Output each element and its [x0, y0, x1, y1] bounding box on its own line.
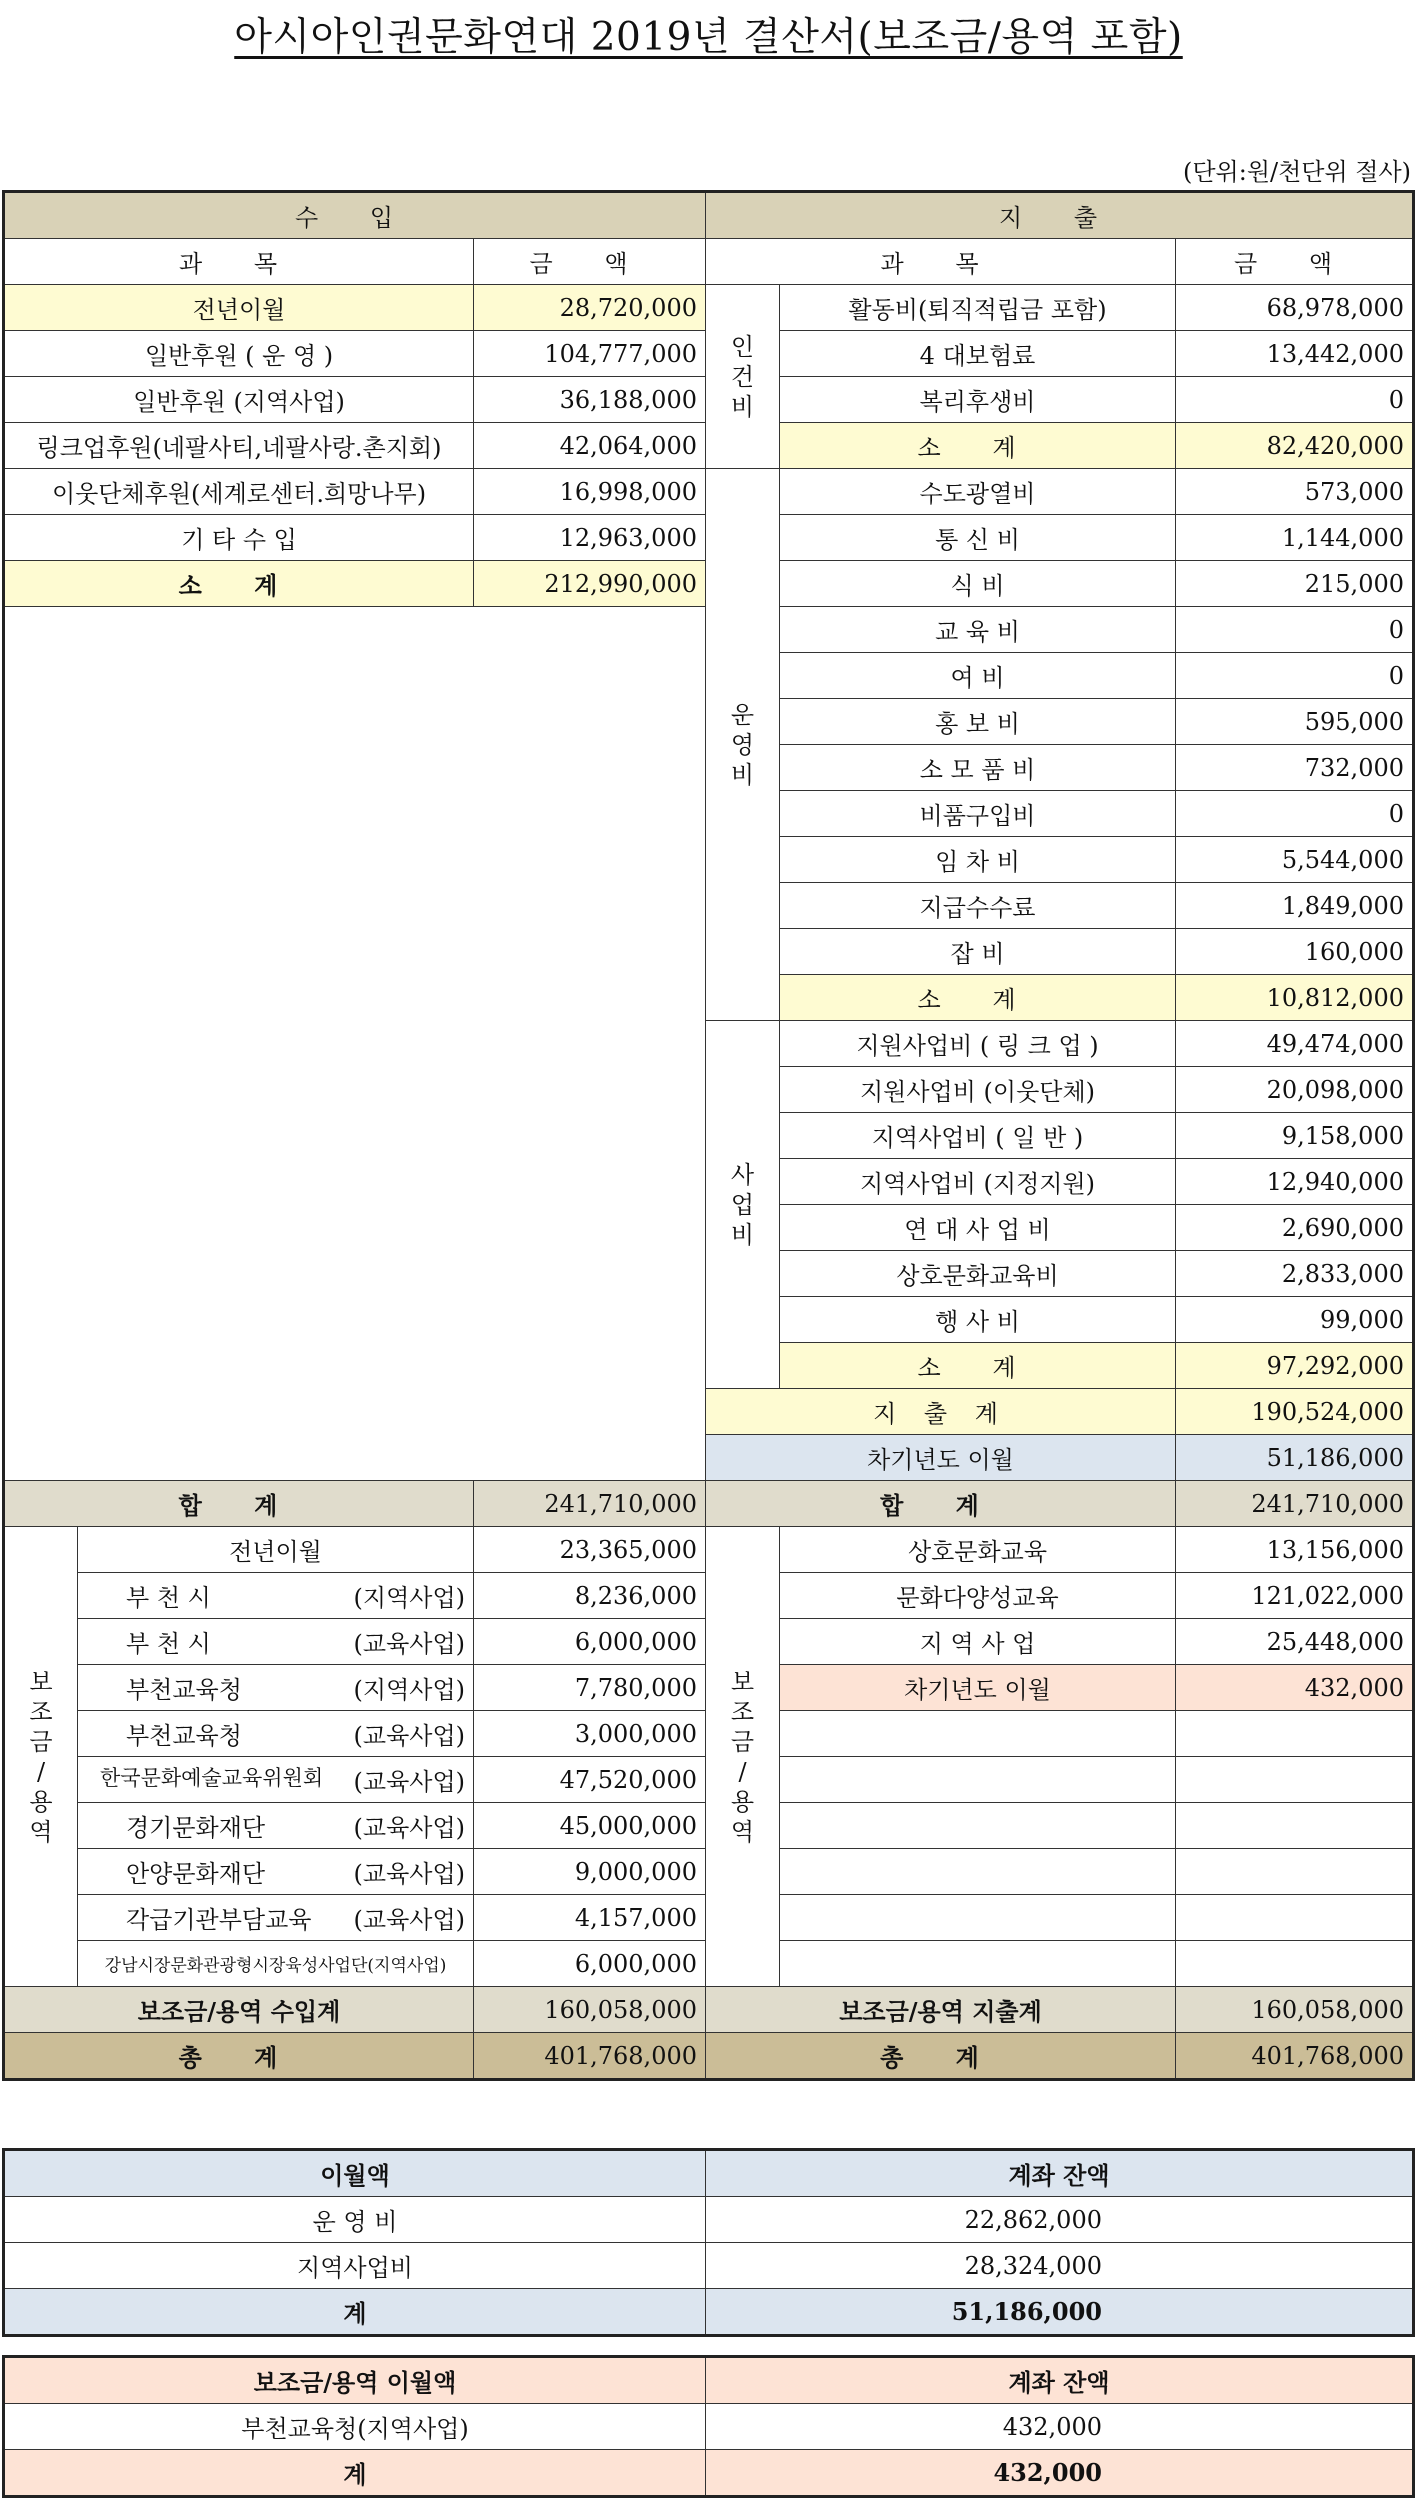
expense-amount: 9,158,000	[1176, 1113, 1414, 1159]
grant-income-group	[4, 1527, 78, 1987]
grant-expense-empty	[1176, 1941, 1414, 1987]
expense-label: 통 신 비	[780, 515, 1176, 561]
income-sum-amount: 241,710,000	[474, 1481, 706, 1527]
grant-income-amount: 23,365,000	[474, 1527, 706, 1573]
expense-label: 지원사업비 ( 링 크 업 )	[780, 1021, 1176, 1067]
expense-label: 연 대 사 업 비	[780, 1205, 1176, 1251]
expense-amount: 215,000	[1176, 561, 1414, 607]
grant-expense-group	[706, 1527, 780, 1987]
grant-income-amount: 6,000,000	[474, 1941, 706, 1987]
grant-income-name	[78, 1803, 474, 1849]
expense-label: 여 비	[780, 653, 1176, 699]
carry-row-amount: 28,324,000	[706, 2243, 1414, 2289]
grant-income-name: 전년이월	[78, 1527, 474, 1573]
expense-header: 지 출	[706, 192, 1414, 239]
expense-label: 임 차 비	[780, 837, 1176, 883]
grant-expense-label: 지 역 사 업	[780, 1619, 1176, 1665]
carry-total-amount: 432,000	[706, 2450, 1414, 2497]
expense-label: 지원사업비 (이웃단체)	[780, 1067, 1176, 1113]
expense-label: 소 계	[780, 975, 1176, 1021]
expense-group-business	[706, 1021, 780, 1389]
expense-item-header: 과 목	[706, 239, 1176, 285]
grant-income-total-label: 보조금/용역 수입계	[4, 1987, 474, 2033]
grant-expense-empty	[780, 1803, 1176, 1849]
expense-carry-amount: 51,186,000	[1176, 1435, 1414, 1481]
grant-expense-amount: 13,156,000	[1176, 1527, 1414, 1573]
income-amount: 12,963,000	[474, 515, 706, 561]
income-header: 수 입	[4, 192, 706, 239]
carry-row-label: 지역사업비	[4, 2243, 706, 2289]
grant-income-amount: 6,000,000	[474, 1619, 706, 1665]
expense-amount: 82,420,000	[1176, 423, 1414, 469]
carry-header-label: 보조금/용역 이월액	[4, 2357, 706, 2404]
expense-group-operating	[706, 469, 780, 1021]
expense-amount: 5,544,000	[1176, 837, 1414, 883]
grant-expense-empty	[780, 1895, 1176, 1941]
vertical-label: 보 조 금 / 용 역	[730, 1667, 755, 1846]
expense-label: 교 육 비	[780, 607, 1176, 653]
expense-amount: 2,690,000	[1176, 1205, 1414, 1251]
grant-income-label: 부 천 시 (교육사업)	[126, 1630, 465, 1658]
grant-income-amount: 7,780,000	[474, 1665, 706, 1711]
carry-row-label: 운 영 비	[4, 2197, 706, 2243]
expense-amount: 0	[1176, 653, 1414, 699]
grant-income-label: 부천교육청 (지역사업)	[126, 1676, 465, 1704]
expense-label: 지급수수료	[780, 883, 1176, 929]
expense-amount: 10,812,000	[1176, 975, 1414, 1021]
expense-amount: 97,292,000	[1176, 1343, 1414, 1389]
expense-amount: 49,474,000	[1176, 1021, 1414, 1067]
expense-amount: 573,000	[1176, 469, 1414, 515]
grand-expense-total-amount: 401,768,000	[1176, 2033, 1414, 2080]
grant-income-amount: 4,157,000	[474, 1895, 706, 1941]
expense-label: 4 대보험료	[780, 331, 1176, 377]
grant-expense-amount: 432,000	[1176, 1665, 1414, 1711]
income-amount: 104,777,000	[474, 331, 706, 377]
expense-amount: 0	[1176, 791, 1414, 837]
grant-expense-amount: 25,448,000	[1176, 1619, 1414, 1665]
grant-expense-empty	[1176, 1757, 1414, 1803]
expense-amount: 595,000	[1176, 699, 1414, 745]
expense-label: 소 계	[780, 1343, 1176, 1389]
expense-amount: 0	[1176, 377, 1414, 423]
grant-income-amount: 3,000,000	[474, 1711, 706, 1757]
grant-expense-empty	[1176, 1803, 1414, 1849]
expense-amount: 1,849,000	[1176, 883, 1414, 929]
expense-amount: 1,144,000	[1176, 515, 1414, 561]
expense-amount: 160,000	[1176, 929, 1414, 975]
income-item-header: 과 목	[4, 239, 474, 285]
expense-amount: 13,442,000	[1176, 331, 1414, 377]
grant-expense-total-label: 보조금/용역 지출계	[706, 1987, 1176, 2033]
vertical-label: 인 건 비	[730, 332, 755, 421]
income-label: 일반후원 ( 운 영 )	[4, 331, 474, 377]
income-label: 링크업후원(네팔사티,네팔사랑.촌지회)	[4, 423, 474, 469]
grant-income-name	[78, 1849, 474, 1895]
grant-income-name	[78, 1757, 474, 1803]
grand-income-total-label: 총 계	[4, 2033, 474, 2080]
unit-note: (단위:원/천단위 절사)	[1183, 158, 1411, 186]
carry-row-amount: 22,862,000	[706, 2197, 1414, 2243]
grant-income-name	[78, 1665, 474, 1711]
expense-label: 홍 보 비	[780, 699, 1176, 745]
carry-header-balance: 계좌 잔액	[706, 2357, 1414, 2404]
grant-income-amount: 47,520,000	[474, 1757, 706, 1803]
expense-label: 지역사업비 ( 일 반 )	[780, 1113, 1176, 1159]
grant-expense-amount: 121,022,000	[1176, 1573, 1414, 1619]
income-amount: 36,188,000	[474, 377, 706, 423]
expense-label: 소 계	[780, 423, 1176, 469]
expense-total-label: 지 출 계	[706, 1389, 1176, 1435]
grant-expense-empty	[780, 1711, 1176, 1757]
grant-income-amount: 9,000,000	[474, 1849, 706, 1895]
grant-income-label: 한국문화예술교육위원회 (교육사업)	[100, 1766, 465, 1796]
grant-income-amount: 8,236,000	[474, 1573, 706, 1619]
grant-income-label: 각급기관부담교육 (교육사업)	[126, 1906, 465, 1934]
income-amount-header: 금 액	[474, 239, 706, 285]
income-label: 일반후원 (지역사업)	[4, 377, 474, 423]
vertical-label: 운 영 비	[730, 700, 755, 789]
expense-label: 행 사 비	[780, 1297, 1176, 1343]
expense-amount: 12,940,000	[1176, 1159, 1414, 1205]
expense-label: 복리후생비	[780, 377, 1176, 423]
expense-group-personnel	[706, 285, 780, 469]
income-label: 전년이월	[4, 285, 474, 331]
grant-expense-label: 상호문화교육	[780, 1527, 1176, 1573]
carry-total-label: 계	[4, 2450, 706, 2497]
expense-total-amount: 190,524,000	[1176, 1389, 1414, 1435]
grant-expense-total-amount: 160,058,000	[1176, 1987, 1414, 2033]
grant-expense-label: 문화다양성교육	[780, 1573, 1176, 1619]
grant-expense-empty	[1176, 1895, 1414, 1941]
page-title: 아시아인권문화연대 2019년 결산서(보조금/용역 포함)	[234, 15, 1183, 60]
grant-expense-empty	[1176, 1711, 1414, 1757]
carry-total-amount: 51,186,000	[706, 2289, 1414, 2336]
expense-amount-header: 금 액	[1176, 239, 1414, 285]
carry-row-amount: 432,000	[706, 2404, 1414, 2450]
income-label: 기 타 수 입	[4, 515, 474, 561]
grand-income-total-amount: 401,768,000	[474, 2033, 706, 2080]
carry-header-label: 이월액	[4, 2150, 706, 2197]
grant-carry-over-table	[2, 2355, 1415, 2498]
vertical-label: 사 업 비	[730, 1160, 755, 1249]
grant-income-label: 안양문화재단 (교육사업)	[126, 1860, 465, 1888]
grant-income-name	[78, 1573, 474, 1619]
grant-income-label: 부천교육청 (교육사업)	[126, 1722, 465, 1750]
grand-expense-total-label: 총 계	[706, 2033, 1176, 2080]
carry-over-table	[2, 2148, 1415, 2337]
expense-amount: 99,000	[1176, 1297, 1414, 1343]
expense-amount: 732,000	[1176, 745, 1414, 791]
grant-income-label: 경기문화재단 (교육사업)	[126, 1814, 465, 1842]
income-sum-label: 합 계	[4, 1481, 474, 1527]
grant-income-label: 부 천 시 (지역사업)	[126, 1584, 465, 1612]
grant-income-total-amount: 160,058,000	[474, 1987, 706, 2033]
grant-expense-empty	[780, 1757, 1176, 1803]
expense-label: 잡 비	[780, 929, 1176, 975]
expense-amount: 0	[1176, 607, 1414, 653]
expense-amount: 2,833,000	[1176, 1251, 1414, 1297]
income-blank-area	[4, 607, 706, 1481]
expense-label: 비품구입비	[780, 791, 1176, 837]
grant-expense-empty	[1176, 1849, 1414, 1895]
expense-label: 활동비(퇴직적립금 포함)	[780, 285, 1176, 331]
expense-label: 식 비	[780, 561, 1176, 607]
vertical-label: 보 조 금 / 용 역	[29, 1667, 53, 1846]
carry-row-label: 부천교육청(지역사업)	[4, 2404, 706, 2450]
expense-label: 수도광열비	[780, 469, 1176, 515]
income-amount: 212,990,000	[474, 561, 706, 607]
expense-label: 지역사업비 (지정지원)	[780, 1159, 1176, 1205]
carry-header-balance: 계좌 잔액	[706, 2150, 1414, 2197]
expense-label: 소 모 품 비	[780, 745, 1176, 791]
expense-amount: 20,098,000	[1176, 1067, 1414, 1113]
grant-income-name	[78, 1711, 474, 1757]
expense-amount: 68,978,000	[1176, 285, 1414, 331]
grant-income-name	[78, 1619, 474, 1665]
income-amount: 16,998,000	[474, 469, 706, 515]
grant-income-amount: 45,000,000	[474, 1803, 706, 1849]
income-label: 이웃단체후원(세계로센터.희망나무)	[4, 469, 474, 515]
carry-total-label: 계	[4, 2289, 706, 2336]
grant-income-name: 강남시장문화관광형시장육성사업단(지역사업)	[78, 1941, 474, 1987]
income-label: 소 계	[4, 561, 474, 607]
expense-sum-label: 합 계	[706, 1481, 1176, 1527]
expense-carry-label: 차기년도 이월	[706, 1435, 1176, 1481]
income-amount: 42,064,000	[474, 423, 706, 469]
income-amount: 28,720,000	[474, 285, 706, 331]
grant-expense-label: 차기년도 이월	[780, 1665, 1176, 1711]
settlement-table	[2, 190, 1415, 2081]
grant-expense-empty	[780, 1941, 1176, 1987]
grant-income-name	[78, 1895, 474, 1941]
expense-sum-amount: 241,710,000	[1176, 1481, 1414, 1527]
expense-label: 상호문화교육비	[780, 1251, 1176, 1297]
grant-expense-empty	[780, 1849, 1176, 1895]
